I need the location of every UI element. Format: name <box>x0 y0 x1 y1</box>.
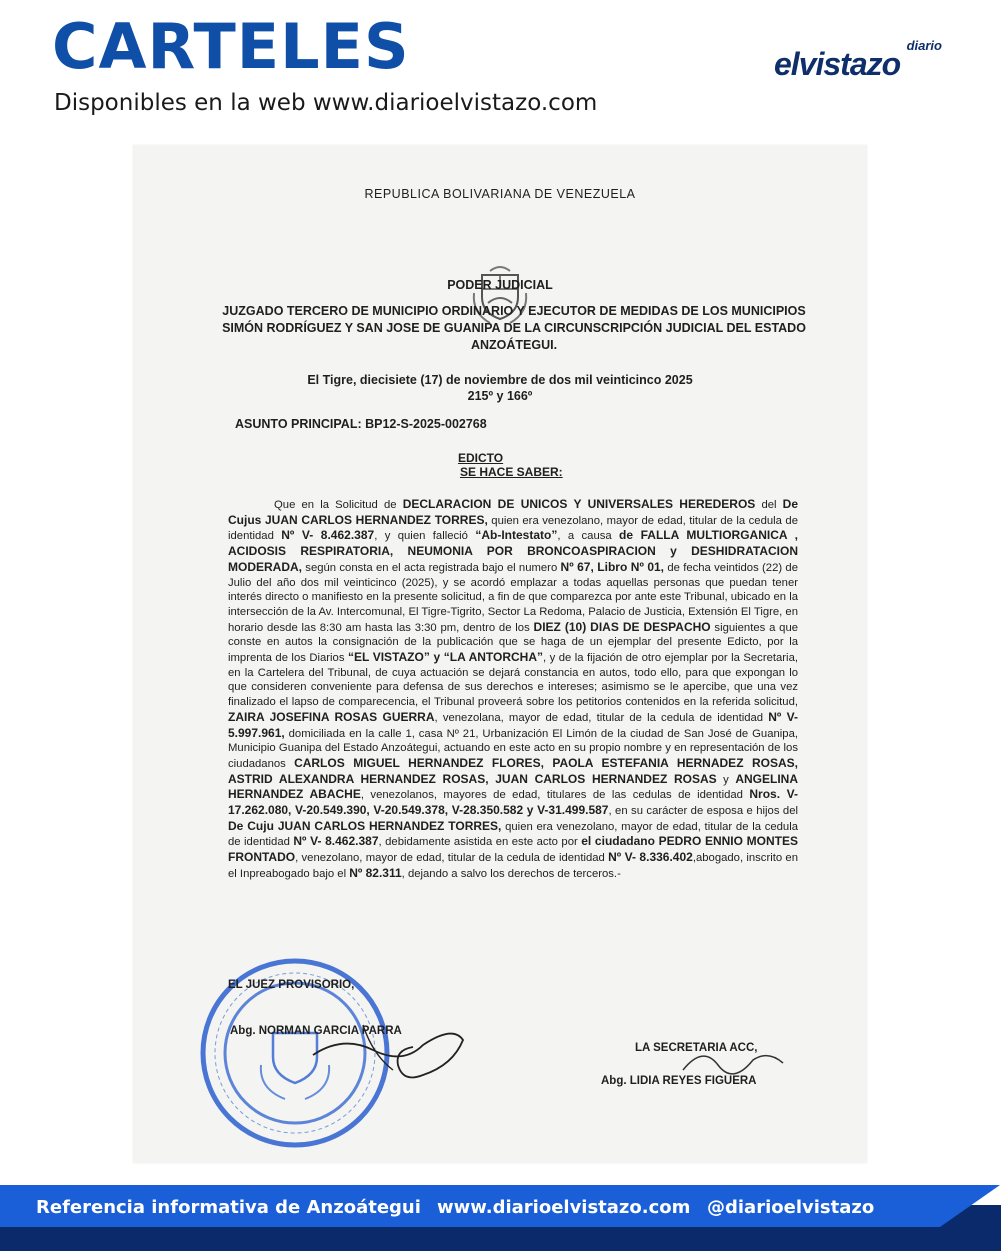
body-bold: Nros. V-17.262.080, V-20.549.390, V-20.549.378, V-28.350.582 y V-31.499.587 <box>228 787 798 818</box>
body-text: quien era venezolano, mayor de edad, titular de la cedula de identidad <box>228 514 798 543</box>
footer-blue-corner <box>940 1185 1000 1227</box>
body-text: , dejando a salvo los derechos de terceros.- <box>401 867 621 880</box>
body-bold: CARLOS MIGUEL HERNANDEZ FLORES, PAOLA ESTEFANIA HERNADEZ ROSAS, ASTRID ALEXANDRA HERNANDEZ ROSAS, JUAN CARLOS HERNANDEZ ROSAS <box>228 755 798 786</box>
judge-label: EL JUEZ PROVISORIO, <box>228 979 355 991</box>
footer-website-link[interactable]: www.diarioelvistazo.com <box>437 1197 691 1218</box>
body-text: siguientes a que conste en autos la consignación de la publicación que se haga de un ejemplar del presente Edicto, por la imprenta de los Diarios <box>228 621 799 665</box>
body-bold: Nº 82.311 <box>349 865 402 880</box>
footer-bar <box>0 1185 1001 1251</box>
body-bold: ZAIRA JOSEFINA ROSAS GUERRA <box>228 709 435 724</box>
body-bold: “EL VISTAZO” y “LA ANTORCHA” <box>347 650 544 665</box>
body-bold: DECLARACION DE UNICOS Y UNIVERSALES HEREDEROS <box>402 497 756 511</box>
doc-court-name: JUZGADO TERCERO DE MUNICIPIO ORDINARIO Y EJECUTOR DE MEDIDAS DE LOS MUNICIPIOS SIMÓN RODRÍGUEZ Y SAN JOSE DE GUANIPA DE LA CIRCUNSCRIPCIÓN JUDICIAL DEL ESTADO ANZOÁTEGUI. <box>222 304 806 352</box>
body-text: , venezolanos, mayores de edad, titulares de las cedulas de identidad <box>360 789 750 802</box>
doc-edicto-heading: EDICTO <box>458 451 504 465</box>
doc-republic: REPUBLICA BOLIVARIANA DE VENEZUELA <box>364 187 636 201</box>
edict-document <box>133 145 867 1163</box>
body-bold: Nº V-5.997.961, <box>228 709 798 740</box>
secretary-name: Abg. LIDIA REYES FIGUERA <box>601 1075 757 1087</box>
body-text: , y de la fijación de otro ejemplar por la Secretaria, en la Cartelera del Tribunal, de cuya actuación se dejará constancia en autos, todo ello, para que expongan lo que consideren conveniente para defensa de sus derechos e intereses; asimismo se le apercibe, que una vez finalizado el lapso de comparecencia, el Tribunal proveerá sobre los petitorios contenidos en la referida solicitud, <box>228 652 798 709</box>
body-bold: De Cuju JUAN CARLOS HERNANDEZ TORRES, <box>228 818 502 833</box>
brand-logo-small: diario <box>906 38 942 53</box>
body-bold: Nº V- 8.336.402 <box>608 850 693 865</box>
body-bold: Nº V- 8.462.387 <box>293 834 379 849</box>
doc-years: 215º y 166º <box>467 389 533 403</box>
body-text: Que en la Solicitud de <box>274 499 403 511</box>
doc-poder-judicial: PODER JUDICIAL <box>447 278 553 292</box>
body-text: del <box>755 499 783 511</box>
brand-logo-main: elvistazo <box>774 46 901 82</box>
body-bold: DIEZ (10) DIAS DE DESPACHO <box>533 619 711 634</box>
doc-se-hace-saber: SE HACE SABER: <box>460 465 563 479</box>
footer-dark-band <box>0 1227 1001 1251</box>
body-text: y <box>716 773 736 786</box>
body-bold: ANGELINA HERNANDEZ ABACHE <box>228 771 798 802</box>
page-title: CARTELES <box>52 10 410 83</box>
footer-tagline: Referencia informativa de Anzoátegui <box>36 1197 421 1218</box>
secretary-label: LA SECRETARIA ACC, <box>635 1042 758 1054</box>
body-text: , venezolano, mayor de edad, titular de la cedula de identidad <box>295 852 609 865</box>
body-bold: de FALLA MULTIORGANICA , ACIDOSIS RESPIRATORIA, NEUMONIA POR BRONCOASPIRACION y DESHIDRATACION MODERADA, <box>228 528 798 574</box>
body-bold: Nº V- 8.462.387 <box>281 528 375 543</box>
body-text: , venezolana, mayor de edad, titular de la cedula de identidad <box>434 711 769 724</box>
doc-asunto: ASUNTO PRINCIPAL: BP12-S-2025-002768 <box>235 417 487 431</box>
body-text: ,abogado, inscrito en el Inpreabogado bajo el <box>228 852 798 880</box>
body-text: , a causa <box>557 530 620 543</box>
body-bold: De Cujus JUAN CARLOS HERNANDEZ TORRES, <box>228 497 799 527</box>
doc-date: El Tigre, diecisiete (17) de noviembre de dos mil veinticinco 2025 <box>307 373 693 387</box>
body-text: según consta en el acta registrada bajo el numero <box>302 561 561 574</box>
doc-body-text <box>228 497 798 882</box>
body-text: , y quien falleció <box>374 530 476 543</box>
judge-name: Abg. NORMAN GARCIA PARRA <box>230 1025 402 1037</box>
body-text: , en su carácter de esposa e hijos del <box>608 805 798 818</box>
body-bold: el ciudadano PEDRO ENNIO MONTES FRONTADO <box>228 834 798 865</box>
body-text: de fecha veintidos (22) de Julio del año dos mil veinticinco (2025), y se acordó emplazar a todas aquellas personas que puedan tener interés directo o manifiesto en la presente solicitud, a fin de que comparezca por ante este Tribunal, ubicado en la intersección de la Av. Intercomunal, El Tigre-Tigrito, Sector La Redoma, Palacio de Justicia, Extensión El Tigre, en horario desde las 8:30 am hasta las 3:30 pm, dentro de los <box>228 561 798 634</box>
body-text: , debidamente asistida en este acto por <box>378 836 582 849</box>
body-bold: “Ab-Intestato” <box>475 528 558 543</box>
body-bold: Nº 67, Libro Nº 01, <box>560 559 665 574</box>
body-text: domiciliada en la calle 1, casa Nº 21, Urbanización El Limón de la ciudad de San José de Guanipa, Municipio Guanipa del Estado Anzoátegui, actuando en este acto en su propio nombre y en representación de los ciudadanos <box>228 727 798 770</box>
body-text: quien era venezolano, mayor de edad, titular de la cedula de identidad <box>228 820 798 849</box>
brand-logo <box>774 38 950 88</box>
page-subtitle: Disponibles en la web www.diarioelvistazo.com <box>54 90 598 116</box>
footer-social-handle[interactable]: @diarioelvistazo <box>707 1197 875 1218</box>
judge-signature-icon <box>303 995 473 1085</box>
